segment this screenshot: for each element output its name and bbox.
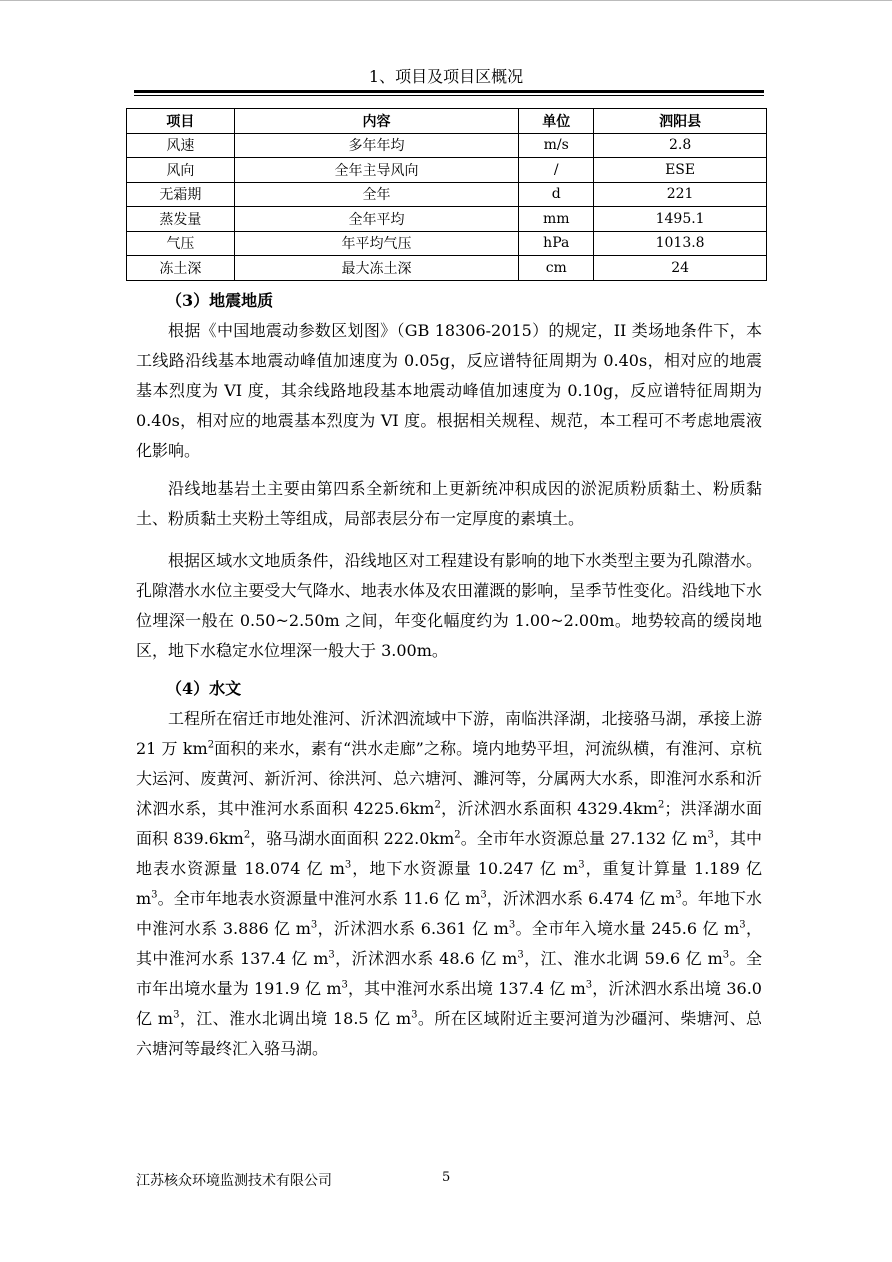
table-cell: 221 [594, 182, 767, 207]
table-cell: 24 [594, 256, 767, 281]
table-header-cell: 泗阳县 [594, 109, 767, 134]
header-rule-thick [134, 90, 764, 93]
table-cell: 最大冻土深 [234, 256, 518, 281]
table-cell: 风向 [127, 158, 235, 183]
paragraph: 根据区域水文地质条件，沿线地区对工程建设有影响的地下水类型主要为孔隙潜水。孔隙潜水水位主要受大气降水、地表水体及农田灌溉的影响，呈季节性变化。沿线地下水位埋深一般在 0.50~2.50m 之间，年变化幅度约为 1.00~2.00m。地势较高的缓岗地区，地下水稳定水位埋深一般大于 3.00m。 [136, 551, 762, 660]
table-cell: ESE [594, 158, 767, 183]
paragraph-hydrology: 工程所在宿迁市地处淮河、沂沭泗流域中下游，南临洪泽湖，北接骆马湖，承接上游 21 万 $km^2$面积的来水，素有“洪水走廊”之称。境内地势平坦，河流纵横，有淮河、京杭大运河、废黄河、新沂河、徐洪河、总六塘河、濉河等，分属两大水系，即淮河水系和沂沭泗水系，其中淮河水系面积 $4225.6km^2$，沂沭泗水系面积 $4329.4km^2$；洪泽湖水面面积 $839.6km^2$，骆马湖水面面积 $222.0km^2$。全市年水资源总量 27.132 亿 $m^3$，其中地表水资源量 18.074 亿 $m^3$，地下水资源量 10.247 亿 $m^3$，重复计算量 1.189 亿 $m^3$。全市年地表水资源量中淮河水系 11.6 亿 $m^3$，沂沭泗水系 6.474 亿 $m^3$。年地下水中淮河水系 3.886 亿 $m^3$，沂沭泗水系 6.361 亿 $m^3$。全市年入境水量 245.6 亿 $m^3$，其中淮河水系 137.4 亿 $m^3$，沂沭泗水系 48.6 亿 $m^3$，江、淮水北调 59.6 亿 $m^3$。全市年出境水量为 191.9 亿 $m^3$，其中淮河水系出境 137.4 亿 $m^3$，沂沭泗水系出境 36.0 亿 $m^3$，江、淮水北调出境 18.5 亿 $m^3$。所在区域附近主要河道为沙礓河、柴塘河、总六塘河等最终汇入骆马湖。 [136, 709, 762, 1058]
table-cell: m/s [519, 133, 594, 158]
page-header: 1、项目及项目区概况 [368, 67, 524, 86]
table-cell: 1013.8 [594, 231, 767, 256]
paragraph: 根据《中国地震动参数区划图》（GB 18306-2015）的规定，II 类场地条件下，本工线路沿线基本地震动峰值加速度为 0.05g，反应谱特征周期为 0.40s，相对应的地震基本烈度为 VI 度，其余线路地段基本地震动峰值加速度为 0.10g，反应谱特征周期为 0.40s，相对应的地震基本烈度为 VI 度。根据相关规程、规范，本工程可不考虑地震液化影响。 [136, 321, 762, 460]
table-cell: cm [519, 256, 594, 281]
table-header-row [127, 109, 767, 134]
section-heading-hydrology: （4）水文 [166, 679, 242, 698]
table-cell: 风速 [127, 133, 235, 158]
section-heading-seismic: （3）地震地质 [166, 291, 274, 310]
body-content [136, 286, 762, 1064]
page-number: 5 [442, 1170, 451, 1185]
table-row [127, 207, 767, 232]
table-cell: / [519, 158, 594, 183]
table-cell: 全年 [234, 182, 518, 207]
table-header-cell: 内容 [234, 109, 518, 134]
table-cell: 多年年均 [234, 133, 518, 158]
table-header-cell: 单位 [519, 109, 594, 134]
top-border [0, 0, 892, 1]
table-cell: 2.8 [594, 133, 767, 158]
header-rule-thin [134, 95, 764, 96]
table-cell: 冻土深 [127, 256, 235, 281]
table-row [127, 256, 767, 281]
table-cell: hPa [519, 231, 594, 256]
table-cell: d [519, 182, 594, 207]
table-cell: 年平均气压 [234, 231, 518, 256]
table-row [127, 158, 767, 183]
table-row [127, 231, 767, 256]
table-row [127, 133, 767, 158]
table-cell: 1495.1 [594, 207, 767, 232]
table-cell: 全年主导风向 [234, 158, 518, 183]
table-cell: mm [519, 207, 594, 232]
table-header-cell: 项目 [127, 109, 235, 134]
table-cell: 无霜期 [127, 182, 235, 207]
table-cell: 气压 [127, 231, 235, 256]
climate-table [126, 108, 767, 281]
paragraph: 沿线地基岩土主要由第四系全新统和上更新统冲积成因的淤泥质粉质黏土、粉质黏土、粉质黏土夹粉土等组成，局部表层分布一定厚度的素填土。 [136, 479, 762, 528]
footer-company: 江苏核众环境监测技术有限公司 [136, 1173, 332, 1189]
table-row [127, 182, 767, 207]
table-cell: 蒸发量 [127, 207, 235, 232]
table-cell: 全年平均 [234, 207, 518, 232]
